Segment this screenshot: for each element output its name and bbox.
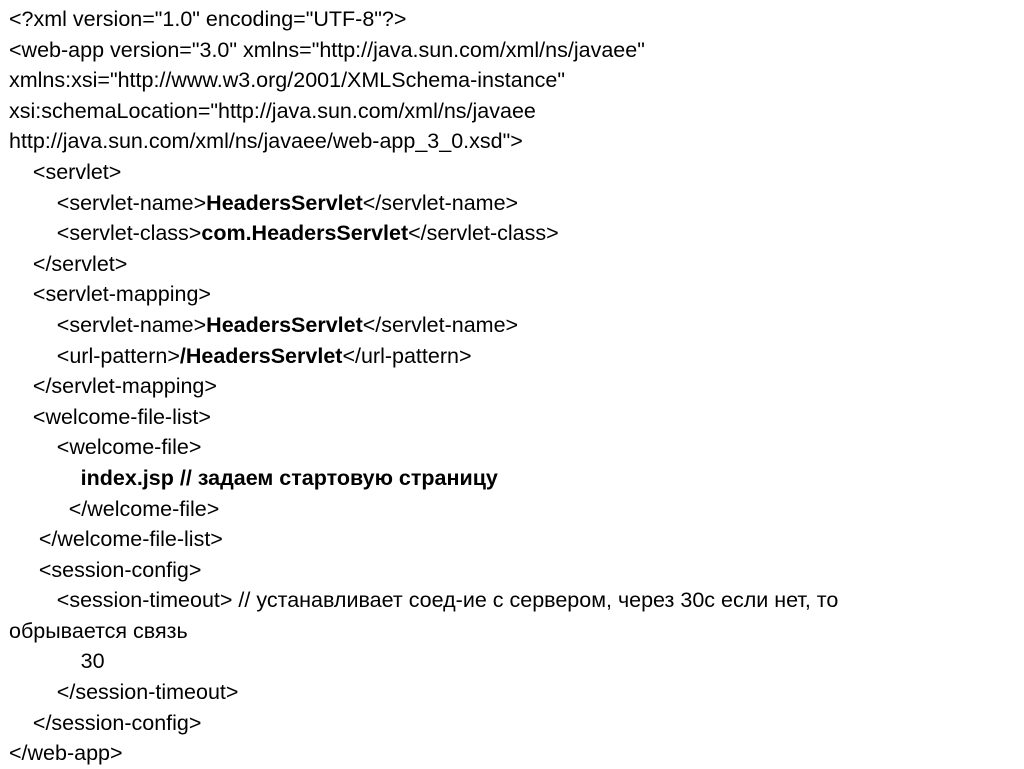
url-pattern-value: /HeadersServlet bbox=[179, 343, 343, 368]
welcome-file-value-line: index.jsp // задаем стартовую страницу bbox=[9, 465, 498, 490]
schema-url-line: http://java.sun.com/xml/ns/javaee/web-app_3_0.xsd"> bbox=[9, 129, 523, 154]
session-timeout-close-line: </session-timeout> bbox=[9, 680, 239, 705]
web-app-open-line: <web-app version="3.0" xmlns="http://java.sun.com/xml/ns/javaee" bbox=[9, 37, 645, 62]
welcome-file-open-line: <welcome-file> bbox=[9, 435, 202, 460]
web-app-close-line: </web-app> bbox=[9, 741, 123, 766]
xml-code-document bbox=[9, 4, 1019, 769]
session-timeout-open-line: <session-timeout> // устанавливает соед-ие с сервером, через 30с если нет, то bbox=[9, 588, 839, 613]
welcome-file-close-line: </welcome-file> bbox=[9, 496, 220, 521]
servlet-class-value: com.HeadersServlet bbox=[201, 221, 409, 246]
servlet-open-line: <servlet> bbox=[9, 159, 122, 184]
servlet-mapping-open-line: <servlet-mapping> bbox=[9, 282, 211, 307]
servlet-class-line: <servlet-class>com.HeadersServlet</servlet-class> bbox=[9, 221, 559, 246]
session-config-open-line: <session-config> bbox=[9, 557, 202, 582]
servlet-name-value: HeadersServlet bbox=[206, 190, 363, 215]
welcome-file-list-close-line: </welcome-file-list> bbox=[9, 527, 223, 552]
session-config-close-line: </session-config> bbox=[9, 710, 202, 735]
url-pattern-line: <url-pattern>/HeadersServlet</url-pattern> bbox=[9, 343, 472, 368]
session-timeout-comment-wrap-line: обрывается связь bbox=[9, 618, 188, 643]
servlet-close-line: </servlet> bbox=[9, 251, 128, 276]
xml-declaration-line: <?xml version="1.0" encoding="UTF-8"?> bbox=[9, 7, 407, 31]
session-timeout-value-line: 30 bbox=[9, 649, 105, 674]
servlet-name-line: <servlet-name>HeadersServlet</servlet-name> bbox=[9, 190, 519, 215]
schema-location-line: xsi:schemaLocation="http://java.sun.com/xml/ns/javaee bbox=[9, 98, 536, 123]
xmlns-xsi-line: xmlns:xsi="http://www.w3.org/2001/XMLSchema-instance" bbox=[9, 68, 565, 93]
mapping-servlet-name-value: HeadersServlet bbox=[206, 312, 363, 337]
welcome-file-list-open-line: <welcome-file-list> bbox=[9, 404, 211, 429]
servlet-mapping-close-line: </servlet-mapping> bbox=[9, 374, 217, 399]
mapping-servlet-name-line: <servlet-name>HeadersServlet</servlet-name> bbox=[9, 312, 519, 337]
